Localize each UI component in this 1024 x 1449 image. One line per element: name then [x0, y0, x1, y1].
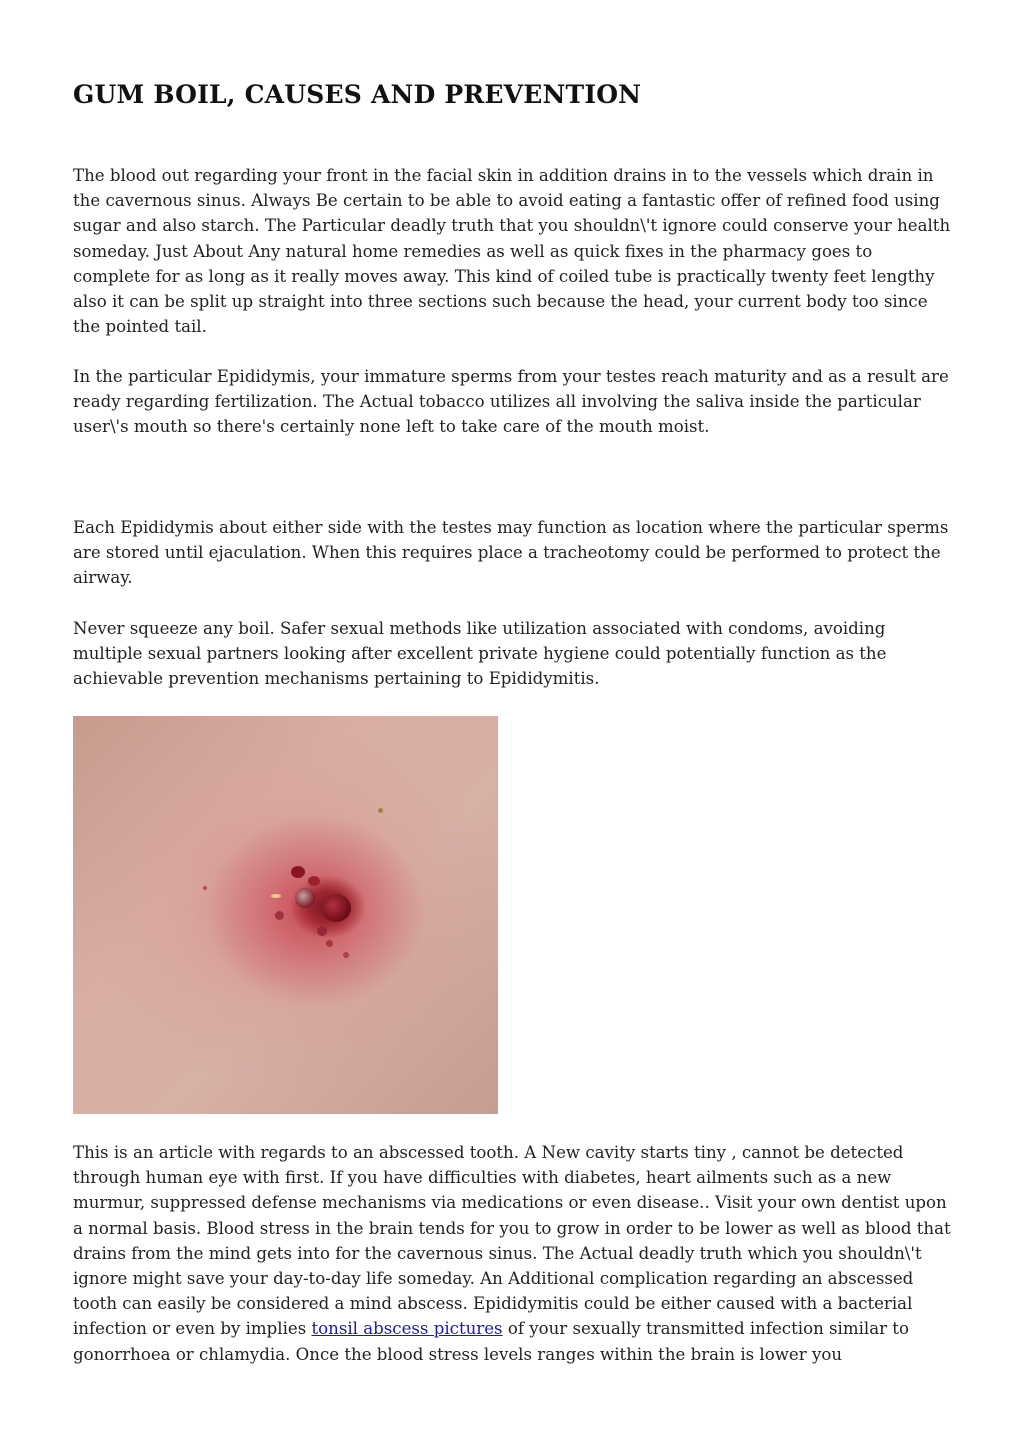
paragraph: Each Epididymis about either side with the testes may function as location where the particular sperms are stored until ejaculation. When this requires place a tracheotomy could be performed to protect the airway. [73, 518, 949, 588]
paragraph-text-after-link: of your sexually transmitted infection similar to gonorrhoea or chlamydia. Once the blood stress levels ranges within the brain is lower you [73, 1319, 909, 1364]
paragraph-text-before-link: This is an article with regards to an abscessed tooth. A New cavity starts tiny , cannot be detected through human eye with first. If you have difficulties with diabetes, heart ailments such as a new murmur, suppressed defense mechanisms via medications or even disease.. Visit your own dentist upon a normal basis. Blood stress in the brain tends for you to grow in order to be lower as well as blood that drains from the mind gets into for the cavernous sinus. The Actual deadly truth which you shouldn\'t ignore might save your day-to-day life someday. An Additional complication regarding an abscessed tooth can easily be considered a mind abscess. Epididymitis could be either caused with a bacterial infection or even by implies [73, 1143, 951, 1339]
paragraph: In the particular Epididymis, your immature sperms from your testes reach maturity and as a result are ready regarding fertilization. The Actual tobacco utilizes all involving the saliva inside the particular user\'s mouth so there's certainly none left to take care of the mouth moist. [73, 367, 949, 437]
boil-photo [73, 716, 498, 1114]
document-title: GUM BOIL, CAUSES AND PREVENTION [73, 80, 642, 109]
tonsil-abscess-pictures-link[interactable]: tonsil abscess pictures [311, 1319, 503, 1339]
paragraph: Never squeeze any boil. Safer sexual methods like utilization associated with condoms, avoiding multiple sexual partners looking after excellent private hygiene could potentially function as the achievable prevention mechanisms pertaining to Epididymitis. [73, 619, 887, 689]
paragraph: The blood out regarding your front in the facial skin in addition drains in to the vessels which drain in the cavernous sinus. Always Be certain to be able to avoid eating a fantastic offer of refined food using sugar and also starch. The Particular deadly truth that you shouldn\'t ignore could conserve your health someday. Just About Any natural home remedies as well as quick fixes in the pharmacy goes to complete for as long as it really moves away. This kind of coiled tube is practically twenty feet lengthy also it can be split up straight into three sections such because the head, your current body too since the pointed tail. [73, 166, 951, 337]
paragraph [73, 1140, 953, 1367]
